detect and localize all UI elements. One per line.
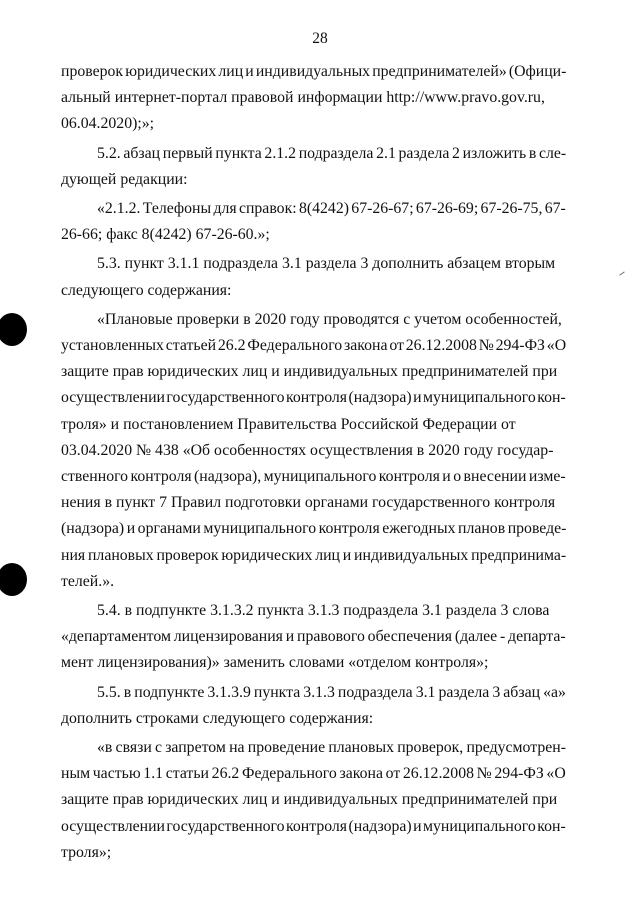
paragraph-continuation (61, 59, 566, 138)
paragraph-5-4 (61, 598, 566, 677)
paragraph-quote-2-1-2 (61, 196, 566, 248)
text-line: 5.2. абзац первый пункта 2.1.2 подраздела 2.1 раздела 2 изложить в сле- (97, 144, 567, 162)
text-line: «в связи с запретом на проведение плановых проверок, предусмотрен- (97, 739, 566, 757)
text-line: осуществлении государственного контроля (надзора) и муниципального кон- (61, 389, 566, 407)
text-line: 5.3. пункт 3.1.1 подраздела 3.1 раздела 3 дополнить абзацем вторым (97, 255, 556, 273)
text-line: нения в пункт 7 Правил подготовки органами государственного контроля (61, 494, 556, 512)
text-line: 06.04.2020);»; (61, 115, 155, 133)
paragraph-quote-planned-inspections (61, 307, 566, 595)
page-number: 28 (312, 30, 328, 47)
paragraph-quote-ban (61, 735, 566, 866)
punch-hole-bottom (0, 563, 27, 596)
text-line: телей.». (61, 572, 115, 590)
text-line: проверок юридических лиц и индивидуальных предпринимателей» (Офици- (61, 63, 567, 80)
document-body (61, 59, 566, 869)
text-line: следующего содержания: (61, 281, 232, 299)
text-line: осуществлении государственного контроля (надзора) и муниципального кон- (61, 817, 566, 835)
text-line: защите прав юридических лиц и индивидуальных предпринимателей при (61, 363, 558, 381)
text-line: 26-66; факс 8(4242) 67-26-60.»; (61, 226, 270, 244)
text-line: «Плановые проверки в 2020 году проводятся с учетом особенностей, (97, 310, 562, 328)
text-line: «2.1.2. Телефоны для справок: 8(4242) 67-26-67; 67-26-69; 67-26-75, 67- (97, 200, 566, 218)
text-line: 5.5. в подпункте 3.1.3.9 пункта 3.1.3 подраздела 3.1 раздела 3 абзац «а» (97, 683, 566, 701)
text-line: мент лицензирования)» заменить словами «отделом контроля»; (61, 654, 489, 672)
text-line: ния плановых проверок юридических лиц и индивидуальных предпринима- (61, 546, 567, 564)
text-line: троля» и постановлением Правительства Российской Федерации от (61, 415, 516, 433)
text-line: троля»; (61, 843, 112, 861)
text-line: ственного контроля (надзора), муниципального контроля и о внесении изме- (61, 468, 566, 486)
text-line: ным частью 1.1 статьи 26.2 Федерального закона от 26.12.2008 № 294-ФЗ «О (61, 765, 566, 783)
text-line: защите прав юридических лиц и индивидуальных предпринимателей при (61, 791, 558, 809)
text-line: «департаментом лицензирования и правового обеспечения (далее - департа- (61, 628, 566, 646)
punch-hole-top (0, 313, 27, 346)
text-line: дующей редакции: (61, 170, 188, 188)
paragraph-5-2 (61, 141, 566, 193)
text-line: дополнить строками следующего содержания: (61, 709, 374, 727)
text-line: 03.04.2020 № 438 «Об особенностях осуществления в 2020 году государ- (61, 441, 554, 459)
text-line: (надзора) и органами муниципального контроля ежегодных планов проведе- (61, 520, 567, 538)
scan-mark (619, 271, 624, 275)
paragraph-5-3 (61, 251, 566, 303)
paragraph-5-5 (61, 680, 566, 732)
text-line: установленных статьей 26.2 Федерального закона от 26.12.2008 № 294-ФЗ «О (61, 337, 567, 355)
text-line: 5.4. в подпункте 3.1.3.2 пункта 3.1.3 подраздела 3.1 раздела 3 слова (97, 602, 550, 620)
text-line: альный интернет-портал правовой информации http://www.pravo.gov.ru, (61, 89, 545, 107)
